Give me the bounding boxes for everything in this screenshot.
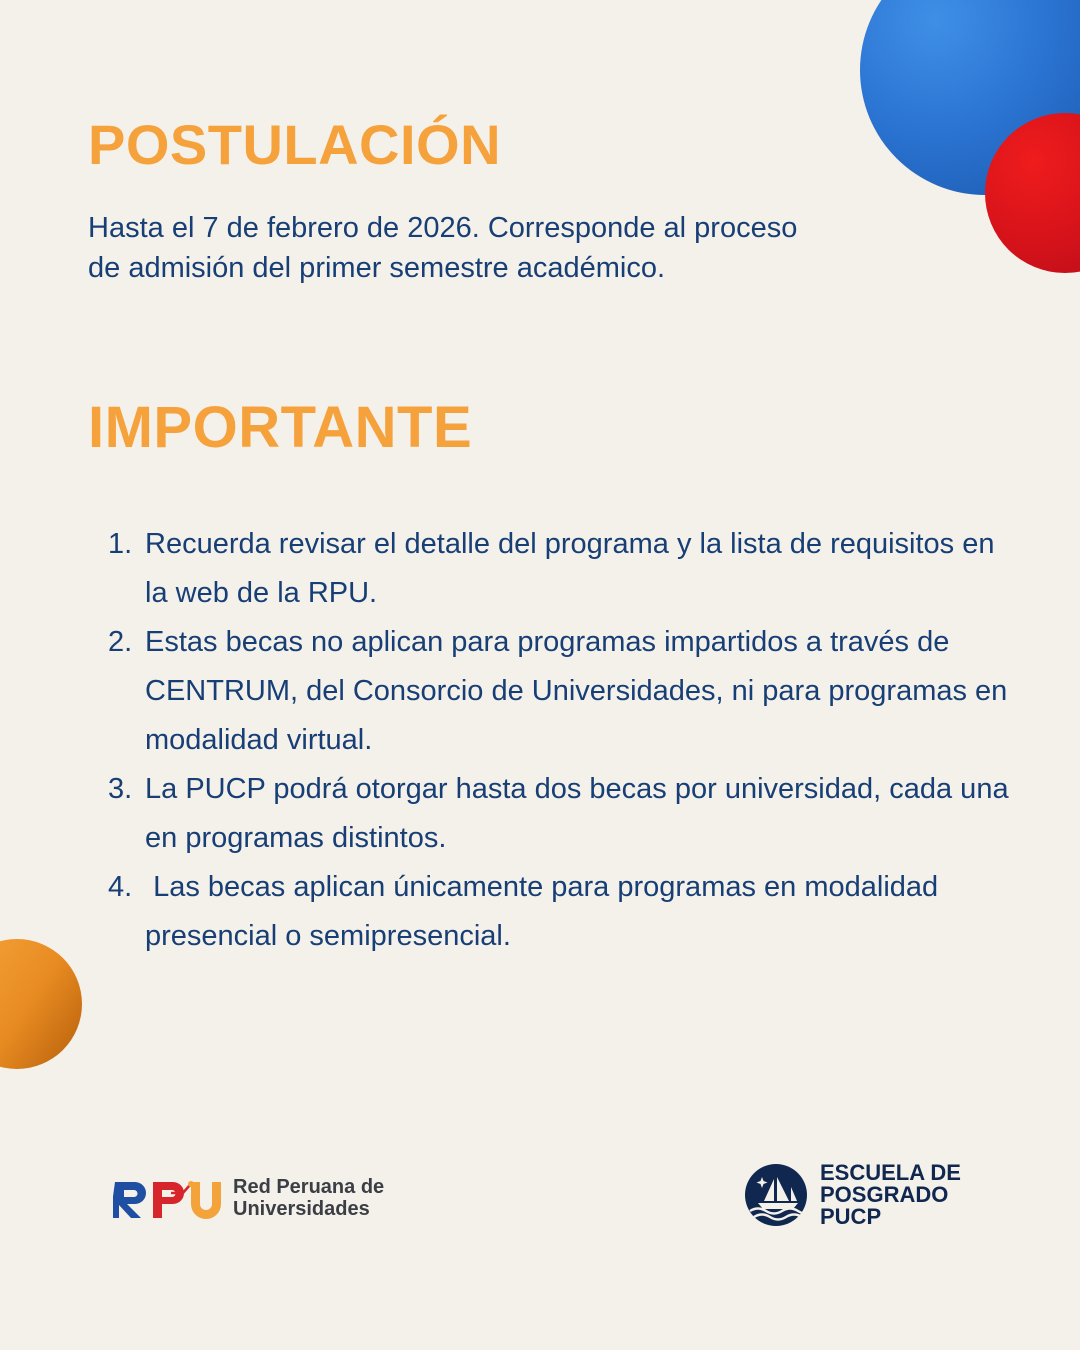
rpu-name (233, 1176, 384, 1220)
list-item-text: Estas becas no aplican para programas impartidos a través de CENTRUM, del Consorcio de Universidades, ni para programas en modalidad virtual. (145, 626, 1008, 756)
list-item (88, 618, 1018, 765)
rpu-logo-block (113, 1174, 384, 1222)
rpu-name-line2: Universidades (233, 1198, 370, 1220)
postulacion-text: Hasta el 7 de febrero de 2026. Corresponde al proceso de admisión del primer semestre académico. (88, 212, 798, 284)
postulacion-heading: POSTULACIÓN (88, 113, 502, 176)
list-item (88, 765, 1018, 863)
rpu-name-line1: Red Peruana de (233, 1176, 385, 1198)
rpu-logo-icon (113, 1176, 225, 1220)
pucp-name (820, 1162, 961, 1228)
list-item (88, 520, 1018, 618)
list-item-number: 2. (108, 626, 133, 658)
importante-heading: IMPORTANTE (88, 395, 473, 460)
list-item-number: 1. (108, 528, 133, 560)
importante-list (88, 520, 1018, 961)
pucp-line2: POSGRADO (820, 1182, 949, 1207)
pucp-logo-block (744, 1160, 961, 1230)
pucp-line1: ESCUELA DE (820, 1160, 961, 1185)
list-item-number: 4. (108, 871, 133, 903)
list-item-number: 3. (108, 773, 133, 805)
list-item-text: Las becas aplican únicamente para programas en modalidad presencial o semipresencial. (145, 871, 947, 952)
pucp-ship-emblem-icon (744, 1163, 808, 1227)
list-item-text: La PUCP podrá otorgar hasta dos becas por universidad, cada una en programas distintos. (145, 773, 1009, 854)
decorative-orange-circle (0, 939, 82, 1069)
pucp-line3: PUCP (820, 1204, 882, 1229)
list-item (88, 863, 1018, 961)
list-item-text: Recuerda revisar el detalle del programa y la lista de requisitos en la web de la RPU. (145, 528, 995, 609)
